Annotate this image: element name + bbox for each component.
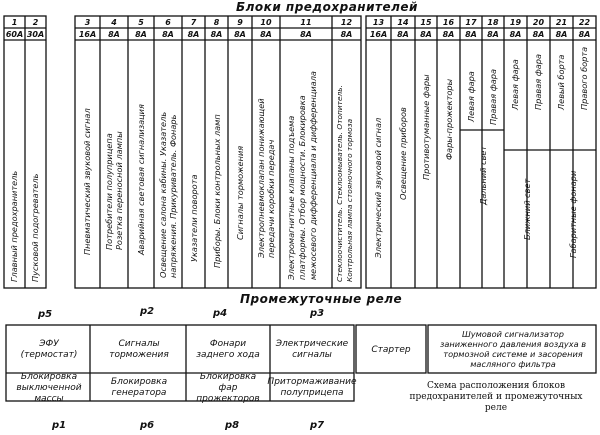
fuse-label: Освещение салона кабины. Указатель [158,111,168,278]
fuse-label: Противотуманные фары [421,74,431,180]
fuse-label: Главный предохранитель [9,170,19,282]
fuse-number: 4 [111,17,117,27]
relay-p8: Блокировка фар прожекторов [196,371,260,404]
fuse-number: 11 [300,17,312,27]
relay-starter: Стартер [371,344,411,355]
relay-p2: Сигналы торможения [109,339,169,360]
fuse-label: Левая фара [466,71,476,122]
fuse-rating: 8A [465,29,477,39]
fuse-number: 16 [442,17,455,27]
fuse-label: Розетка переносной лампы [114,131,124,250]
fuse-label: Левая фара [510,59,520,110]
fuse-rating: 8A [135,29,147,39]
relay-code: p1 [52,420,67,431]
fuse-label: Сигналы торможения [235,145,245,240]
fuse-label: платформы. Отбор мощности. Блокировка [297,95,307,280]
relay-p1: Блокировка выключенной массы [16,371,82,404]
relays-title: Промежуточные реле [240,292,403,306]
fuse-number: 10 [260,17,272,27]
relay-code: p7 [310,420,325,431]
fuse-number: 6 [165,17,171,27]
fuse-blocks-title: Блоки предохранителей [236,0,418,14]
relay-air-pressure-alarm: Шумовой сигнализатор заниженного давления воздуха в тормозной системе и засорения масляного фильтра [439,329,587,369]
fuse-rating: 16A [78,29,97,39]
fuse-label: Указатели поворота [189,174,199,262]
fuse-rating: 8A [555,29,568,39]
fuse-label: Освещение приборов [398,107,408,200]
fuse-rating: 8A [300,29,312,39]
fuse-number: 14 [397,17,409,27]
fuse-label: межосевого дифференциала и дифференциала [308,71,318,280]
fuse-number: 13 [372,17,385,27]
fuse-label: напряжения. Прикуриватель. Фонарь [168,114,178,278]
relay-code: p3 [310,308,325,319]
relay-code: p6 [140,420,155,431]
fuse-number: 5 [138,17,144,27]
fuse-rating: 8A [578,29,591,39]
fuse-rating: 8A [397,29,409,39]
fuse-label: Аварийная световая сигнализация [136,104,146,255]
fuse-rating: 8A [108,29,120,39]
fuse-rating: 8A [442,29,455,39]
relay-p5: ЭФУ (термостат) [20,339,78,360]
fuse-number: 2 [32,17,39,27]
fuse-label: Пневматический звуковой сигнал [82,108,92,255]
fuse-rating: 8A [210,29,223,39]
fuse-number: 17 [465,17,477,27]
relay-p7: Притормаживание полуприцепа [267,377,357,398]
group-label-low-beam: Ближний свет [522,178,532,240]
fuse-number: 18 [487,17,499,27]
fuse-number: 1 [11,17,18,27]
fuse-rating: 8A [340,29,353,39]
fuse-rating: 8A [260,29,272,39]
fuse-number: 22 [578,17,591,27]
fuse-number: 7 [190,17,197,27]
fuse-number: 12 [340,17,353,27]
fuse-rating: 8A [509,29,522,39]
relay-code: p8 [225,420,240,431]
fuse-rating: 60A [5,29,24,39]
fuse-rating: 8A [162,29,174,39]
figure-caption: Схема расположения блоков предохранителей и промежуточных реле [409,381,583,413]
fuse-number: 15 [420,17,432,27]
fuse-rating: 8A [420,29,432,39]
relay-code: p4 [213,308,228,319]
fuse-label: Правого борта [579,46,589,110]
fuse-rating: 30A [26,29,45,39]
relay-code: p5 [38,309,53,320]
fuse-label: Потребители полуприцепа [104,133,114,250]
relay-code: p2 [140,306,155,317]
fuse-rating: 8A [487,29,499,39]
relay-p3: Электрические сигналы [275,339,349,360]
group-label-side-lights: Габаритные фонари [568,170,578,258]
fuse-label: Электропневмоклапан понижающей [256,98,266,258]
group-label-high-beam: Дальний свет [478,145,488,205]
relay-p4: Фонари заднего хода [196,339,260,360]
relay-p6: Блокировка генератора [110,377,168,398]
fuse-number: 21 [555,17,568,27]
fuse-number: 19 [509,17,522,27]
fuse-label: передачи коробки передач [266,139,276,258]
fuse-number: 8 [213,17,220,27]
fuse-label: Правая фара [488,69,498,125]
fuse-rating: 8A [234,29,246,39]
fuse-label: Электромагнитные клапаны подъема [286,115,296,280]
fuse-label: Фары-прожекторы [444,78,454,160]
fuse-number: 9 [237,17,243,27]
fuse-label: Стеклоочиститель. Стеклоомыватель. Отопитель. [335,85,344,282]
fuse-number: 20 [532,17,545,27]
fuse-rating: 8A [187,29,200,39]
fuse-label: Контрольная лампа стояночного тормоза [345,118,354,282]
fuse-label: Электрический звуковой сигнал [373,117,383,258]
fuse-rating: 8A [532,29,545,39]
fuse-label: Пусковой подогреватель [30,173,40,282]
fuse-label: Левый борта [556,54,566,110]
fuse-number: 3 [84,17,91,27]
fuse-label: Приборы. Блоки контрольных ламп [212,114,222,268]
fuse-label: Правая фара [533,54,543,110]
fuse-rating: 16A [369,29,388,39]
